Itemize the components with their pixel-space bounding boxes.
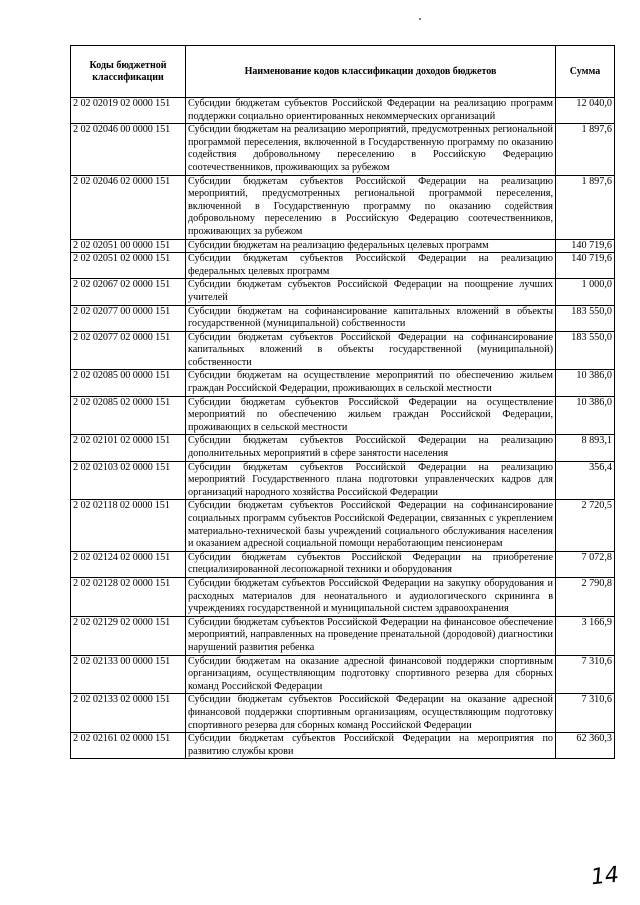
code-name-cell: Субсидии бюджетам субъектов Российской Федерации на мероприятия по развитию службы крови (186, 733, 556, 759)
table-row (71, 655, 615, 694)
table-row (71, 370, 615, 396)
sum-cell: 10 386,0 (556, 396, 615, 435)
sum-cell: 2 790,8 (556, 577, 615, 616)
header-sum: Сумма (556, 46, 615, 98)
budget-code-cell: 2 02 02101 02 0000 151 (71, 435, 186, 461)
scan-artifact (419, 18, 421, 20)
code-name-cell: Субсидии бюджетам субъектов Российской Федерации на реализацию мероприятий Государственного плана подготовки управленческих кадров для организаций народного хозяйства Российской Федерации (186, 461, 556, 500)
budget-code-cell: 2 02 02124 02 0000 151 (71, 551, 186, 577)
budget-code-cell: 2 02 02077 02 0000 151 (71, 331, 186, 370)
table-row (71, 239, 615, 253)
sum-cell: 8 893,1 (556, 435, 615, 461)
budget-code-cell: 2 02 02046 02 0000 151 (71, 175, 186, 239)
header-budget-codes: Коды бюджетной классификации (71, 46, 186, 98)
sum-cell: 1 897,6 (556, 124, 615, 175)
table-row (71, 331, 615, 370)
table-row (71, 253, 615, 279)
budget-code-cell: 2 02 02051 00 0000 151 (71, 239, 186, 253)
code-name-cell: Субсидии бюджетам на софинансирование капитальных вложений в объекты государственной (муниципальной) собственности (186, 305, 556, 331)
table-row (71, 577, 615, 616)
budget-code-cell: 2 02 02103 02 0000 151 (71, 461, 186, 500)
header-code-names: Наименование кодов классификации доходов бюджетов (186, 46, 556, 98)
code-name-cell: Субсидии бюджетам субъектов Российской Федерации на реализацию дополнительных мероприятий в сфере занятости населения (186, 435, 556, 461)
sum-cell: 183 550,0 (556, 305, 615, 331)
table-row (71, 435, 615, 461)
sum-cell: 2 720,5 (556, 500, 615, 551)
budget-code-cell: 2 02 02046 00 0000 151 (71, 124, 186, 175)
sum-cell: 1 000,0 (556, 279, 615, 305)
code-name-cell: Субсидии бюджетам субъектов Российской Федерации на реализацию федеральных целевых программ (186, 253, 556, 279)
table-row (71, 694, 615, 733)
budget-code-cell: 2 02 02133 02 0000 151 (71, 694, 186, 733)
budget-code-cell: 2 02 02019 02 0000 151 (71, 98, 186, 124)
code-name-cell: Субсидии бюджетам на осуществление мероприятий по обеспечению жильем граждан Российской Федерации, проживающих в сельской местности (186, 370, 556, 396)
sum-cell: 7 072,8 (556, 551, 615, 577)
sum-cell: 7 310,6 (556, 694, 615, 733)
code-name-cell: Субсидии бюджетам на оказание адресной финансовой поддержки спортивным организациям, осуществляющим подготовку спортивного резерва для сборных команд Российской Федерации (186, 655, 556, 694)
table-row (71, 733, 615, 759)
code-name-cell: Субсидии бюджетам субъектов Российской Федерации на финансовое обеспечение мероприятий, направленных на проведение пренатальной (дородовой) диагностики нарушений развития ребенка (186, 616, 556, 655)
table-header-row (71, 46, 615, 98)
code-name-cell: Субсидии бюджетам субъектов Российской Федерации на софинансирование социальных программ субъектов Российской Федерации, связанных с укреплением материально-технической базы учреждений социального обслуживания населения и оказанием адресной социальной помощи неработающим пенсионерам (186, 500, 556, 551)
budget-code-cell: 2 02 02077 00 0000 151 (71, 305, 186, 331)
table-row (71, 551, 615, 577)
code-name-cell: Субсидии бюджетам субъектов Российской Федерации на приобретение специализированной лесопожарной техники и оборудования (186, 551, 556, 577)
sum-cell: 140 719,6 (556, 253, 615, 279)
budget-code-cell: 2 02 02129 02 0000 151 (71, 616, 186, 655)
table-row (71, 175, 615, 239)
sum-cell: 12 040,0 (556, 98, 615, 124)
budget-code-cell: 2 02 02128 02 0000 151 (71, 577, 186, 616)
budget-code-cell: 2 02 02161 02 0000 151 (71, 733, 186, 759)
budget-code-cell: 2 02 02085 02 0000 151 (71, 396, 186, 435)
sum-cell: 140 719,6 (556, 239, 615, 253)
table-body (71, 98, 615, 759)
code-name-cell: Субсидии бюджетам субъектов Российской Федерации на оказание адресной финансовой поддержки спортивным организациям, осуществляющим подготовку спортивного резерва для сборных команд Российской Федерации (186, 694, 556, 733)
code-name-cell: Субсидии бюджетам субъектов Российской Федерации на реализацию программ поддержки социально ориентированных некоммерческих организаций (186, 98, 556, 124)
budget-code-cell: 2 02 02133 00 0000 151 (71, 655, 186, 694)
budget-code-cell: 2 02 02067 02 0000 151 (71, 279, 186, 305)
sum-cell: 62 360,3 (556, 733, 615, 759)
code-name-cell: Субсидии бюджетам субъектов Российской Федерации на закупку оборудования и расходных материалов для неонатального и аудиологического скрининга в учреждениях государственной и муниципальной систем здравоохранения (186, 577, 556, 616)
page-number: 14 (589, 862, 621, 891)
table-row (71, 305, 615, 331)
table-row (71, 279, 615, 305)
table-row (71, 124, 615, 175)
budget-code-cell: 2 02 02118 02 0000 151 (71, 500, 186, 551)
budget-code-cell: 2 02 02051 02 0000 151 (71, 253, 186, 279)
revenue-codes-table (70, 45, 615, 759)
sum-cell: 3 166,9 (556, 616, 615, 655)
sum-cell: 7 310,6 (556, 655, 615, 694)
code-name-cell: Субсидии бюджетам на реализацию федеральных целевых программ (186, 239, 556, 253)
sum-cell: 183 550,0 (556, 331, 615, 370)
code-name-cell: Субсидии бюджетам на реализацию мероприятий, предусмотренных региональной программой переселения, включенной в Государственную программу по оказанию содействия добровольному переселению в Российскую Федерацию соотечественников, проживающих за рубежом (186, 124, 556, 175)
code-name-cell: Субсидии бюджетам субъектов Российской Федерации на реализацию мероприятий, предусмотренных региональной программой переселения, включенной в Государственную программу по оказанию содействия добровольному переселению в Российскую Федерацию соотечественников, проживающих за рубежом (186, 175, 556, 239)
table-row (71, 461, 615, 500)
table-row (71, 500, 615, 551)
table-row (71, 616, 615, 655)
sum-cell: 10 386,0 (556, 370, 615, 396)
table-row (71, 396, 615, 435)
code-name-cell: Субсидии бюджетам субъектов Российской Федерации на осуществление мероприятий по обеспечению жильем граждан Российской Федерации, проживающих в сельской местности (186, 396, 556, 435)
code-name-cell: Субсидии бюджетам субъектов Российской Федерации на софинансирование капитальных вложений в объекты государственной (муниципальной) собственности (186, 331, 556, 370)
code-name-cell: Субсидии бюджетам субъектов Российской Федерации на поощрение лучших учителей (186, 279, 556, 305)
budget-code-cell: 2 02 02085 00 0000 151 (71, 370, 186, 396)
table-row (71, 98, 615, 124)
sum-cell: 356,4 (556, 461, 615, 500)
sum-cell: 1 897,6 (556, 175, 615, 239)
